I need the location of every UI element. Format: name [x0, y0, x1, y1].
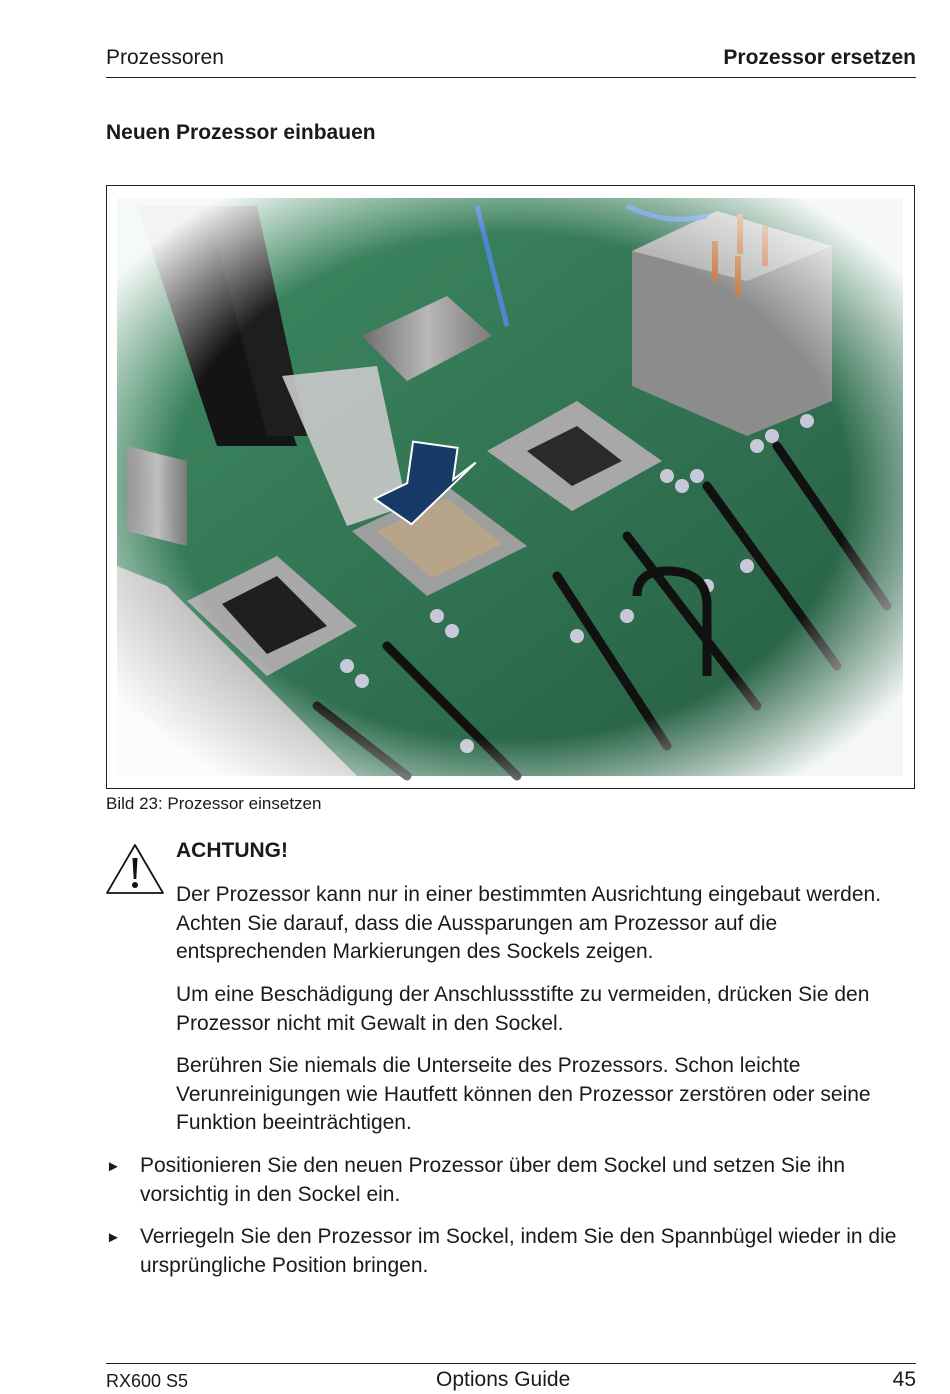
header-divider	[106, 77, 916, 78]
warning-triangle-icon	[104, 842, 166, 896]
bullet-arrow-icon: ►	[106, 1158, 121, 1175]
step-text: Verriegeln Sie den Prozessor im Sockel, indem Sie den Spannbügel wieder in die ursprüngliche Position bringen.	[140, 1225, 897, 1277]
bullet-arrow-icon: ►	[106, 1229, 121, 1246]
warning-paragraph: Um eine Beschädigung der Anschlussstifte zu vermeiden, drücken Sie den Prozessor nicht mit Gewalt in den Sockel.	[176, 983, 870, 1035]
processor-install-figure	[106, 185, 915, 789]
header-chapter: Prozessoren	[106, 46, 224, 69]
warning-title: ACHTUNG!	[176, 839, 288, 862]
page-number: 45	[892, 1368, 916, 1391]
footer-guide-title: Options Guide	[436, 1368, 571, 1391]
footer-divider	[106, 1363, 916, 1364]
warning-paragraph: Berühren Sie niemals die Unterseite des Prozessors. Schon leichte Verunreinigungen wie Hautfett können den Prozessor zerstören oder seine Funktion beeinträchtigen.	[176, 1054, 871, 1134]
figure-caption: Bild 23: Prozessor einsetzen	[106, 794, 322, 813]
step-text: Positionieren Sie den neuen Prozessor über dem Sockel und setzen Sie ihn vorsichtig in den Sockel ein.	[140, 1154, 846, 1206]
header-section: Prozessor ersetzen	[723, 46, 916, 69]
motherboard-photo	[107, 186, 913, 787]
footer-model: RX600 S5	[106, 1371, 189, 1391]
section-title: Neuen Prozessor einbauen	[106, 121, 376, 144]
warning-paragraph: Der Prozessor kann nur in einer bestimmten Ausrichtung eingebaut werden. Achten Sie darauf, dass die Aussparungen am Prozessor auf die entsprechenden Markierungen des Sockels zeigen.	[176, 883, 882, 963]
